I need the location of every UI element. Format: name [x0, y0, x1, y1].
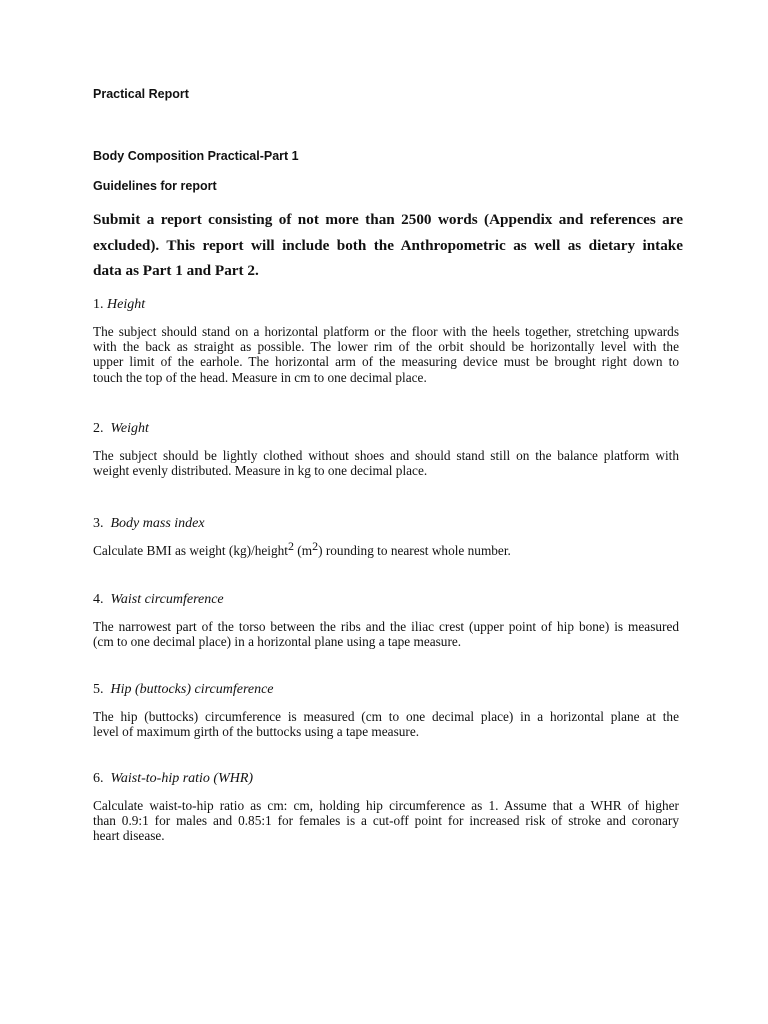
paragraph-line: The narrowest part of the torso between the ribs and the iliac crest (upper point of hip bone) is measured: [93, 619, 679, 634]
section-number: 6.: [93, 771, 104, 786]
section-number: 4.: [93, 592, 104, 607]
paragraph-line: than 0.9:1 for males and 0.85:1 for females is a cut-off point for increased risk of stroke and coronary: [93, 813, 679, 829]
paragraph-line: (cm to one decimal place) in a horizontal plane using a tape measure.: [93, 634, 462, 650]
section-title: Waist-to-hip ratio (WHR): [110, 771, 254, 786]
paragraph-line: The subject should be lightly clothed without shoes and should stand still on the balance platform with: [93, 448, 679, 463]
intro-paragraph: [93, 207, 683, 284]
section-paragraph-hip: [93, 709, 679, 739]
section-paragraph-whr: [93, 798, 679, 844]
paragraph-line: touch the top of the head. Measure in cm to one decimal place.: [93, 369, 427, 385]
section-title: Weight: [110, 421, 149, 436]
paragraph-line: Calculate waist-to-hip ratio as cm: cm, holding hip circumference as 1. Assume that a WHR of higher: [93, 798, 679, 813]
bmi-text-after: ) rounding to nearest whole number.: [318, 543, 511, 558]
document-subtitle: Body Composition Practical-Part 1: [93, 149, 299, 163]
section-heading-height: [93, 297, 145, 313]
section-heading-weight: [93, 421, 149, 437]
section-heading-waist: [93, 592, 224, 608]
paragraph-line: The hip (buttocks) circumference is measured (cm to one decimal place) in a horizontal plane at the: [93, 709, 679, 724]
section-heading-whr: [93, 771, 253, 787]
section-number: 3.: [93, 516, 104, 531]
section-paragraph-waist: [93, 619, 679, 649]
section-paragraph-height: [93, 324, 679, 385]
section-title: Height: [107, 297, 146, 312]
section-number: 5.: [93, 682, 104, 697]
paragraph-line: heart disease.: [93, 828, 165, 844]
guidelines-heading: Guidelines for report: [93, 179, 217, 193]
paragraph-line: [93, 539, 679, 558]
bmi-text-middle: (m: [293, 543, 313, 558]
intro-line: Submit a report consisting of not more than 2500 words (Appendix and references are: [93, 211, 683, 228]
section-heading-hip: [93, 682, 274, 698]
intro-line: excluded). This report will include both the Anthropometric as well as dietary intake: [93, 236, 683, 254]
section-title: Body mass index: [110, 516, 205, 531]
paragraph-line: with the back as straight as possible. The lower rim of the orbit should be horizontally level with the: [93, 339, 679, 355]
superscript: 2: [312, 539, 319, 553]
section-heading-bmi: [93, 516, 205, 532]
section-number: 1.: [93, 297, 104, 312]
section-title: Waist circumference: [110, 592, 224, 607]
paragraph-line: upper limit of the earhole. The horizontal arm of the measuring device must be brought right down to: [93, 354, 679, 370]
intro-line: data as Part 1 and Part 2.: [93, 262, 259, 279]
section-title: Hip (buttocks) circumference: [110, 682, 274, 697]
section-paragraph-bmi: [93, 539, 679, 558]
bmi-text-before: Calculate BMI as weight (kg)/height: [93, 543, 288, 558]
section-paragraph-weight: [93, 448, 679, 478]
paragraph-line: The subject should stand on a horizontal platform or the floor with the heels together, stretching upwards: [93, 324, 679, 339]
paragraph-line: weight evenly distributed. Measure in kg to one decimal place.: [93, 463, 428, 479]
section-number: 2.: [93, 421, 104, 436]
superscript: 2: [287, 539, 294, 553]
paragraph-line: level of maximum girth of the buttocks using a tape measure.: [93, 724, 420, 740]
document-title: Practical Report: [93, 87, 189, 101]
